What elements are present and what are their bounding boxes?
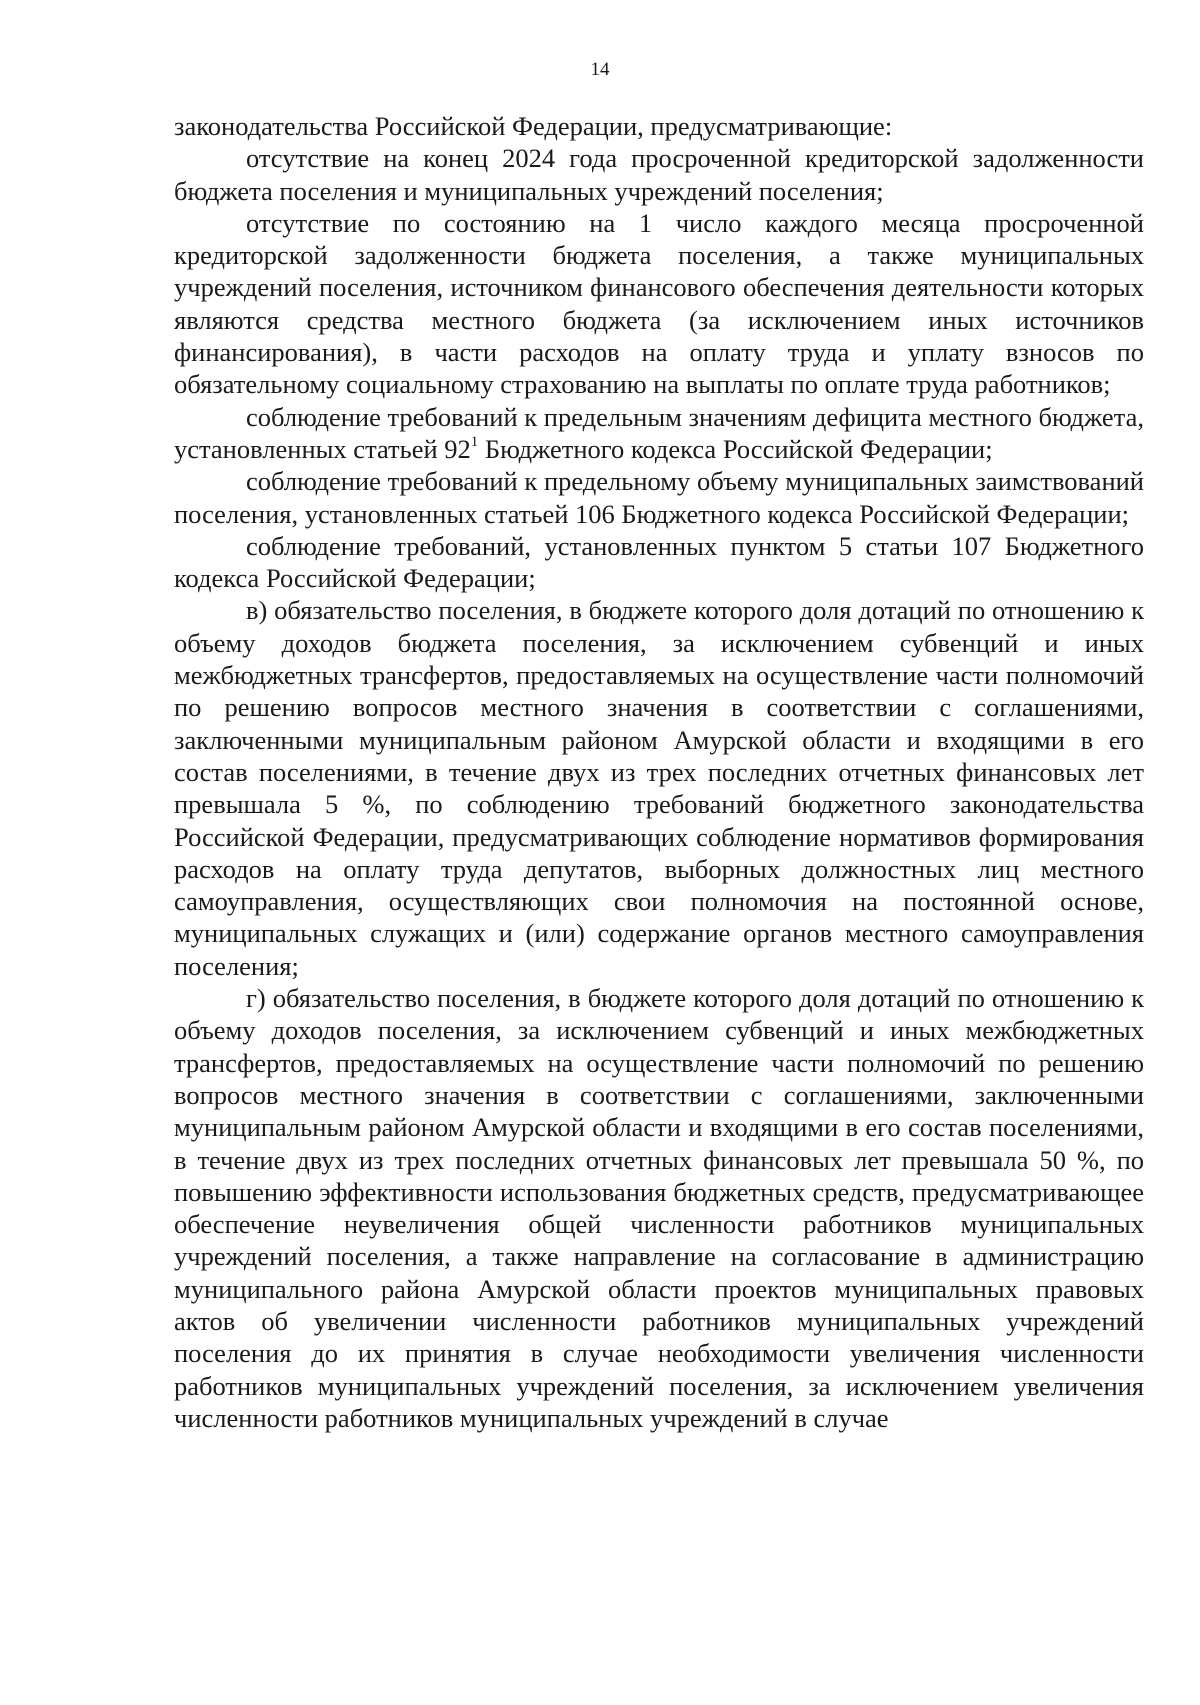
paragraph-deficit-limits xyxy=(174,401,1144,466)
paragraph-item-v: в) обязательство поселения, в бюджете которого доля дотаций по отношению к объему доходов бюджета поселения, за исключением субвенций и иных межбюджетных трансфертов, предоставляемых на осуществление части полномочий по решению вопросов местного значения в соответствии с соглашениями, заключенными муниципальным районом Амурской области и входящими в его состав поселениями, в течение двух из трех последних отчетных финансовых лет превышала 5 %, по соблюдению требований бюджетного законодательства Российской Федерации, предусматривающих соблюдение нормативов формирования расходов на оплату труда депутатов, выборных должностных лиц местного самоуправления, осуществляющих свои полномочия на постоянной основе, муниципальных служащих и (или) содержание органов местного самоуправления поселения; xyxy=(174,595,1144,981)
article-superscript: 1 xyxy=(470,433,479,450)
page-number: 14 xyxy=(590,59,610,80)
paragraph-continuation: законодательства Российской Федерации, предусматривающие: xyxy=(174,111,893,141)
paragraph-no-overdue-debt-2024: отсутствие на конец 2024 года просроченной кредиторской задолженности бюджета поселения и муниципальных учреждений поселения; xyxy=(174,143,1144,206)
paragraph-no-overdue-debt-monthly: отсутствие по состоянию на 1 число каждого месяца просроченной кредиторской задолженности бюджета поселения, а также муниципальных учреждений поселения, источником финансового обеспечения деятельности которых являются средства местного бюджета (за исключением иных источников финансирования), в части расходов на оплату труда и уплату взносов по обязательному социальному страхованию на выплаты по оплате труда работников; xyxy=(174,207,1144,400)
paragraph-item-g: г) обязательство поселения, в бюджете которого доля дотаций по отношению к объему доходов поселения, за исключением субвенций и иных межбюджетных трансфертов, предоставляемых на осуществление части полномочий по решению вопросов местного значения в соответствии с соглашениями, заключенными муниципальным районом Амурской области и входящими в его состав поселениями, в течение двух из трех последних отчетных финансовых лет превышала 50 %, по повышению эффективности использования бюджетных средств, предусматривающее обеспечение неувеличения общей численности работников муниципальных учреждений поселения, а также направление на согласование в администрацию муниципального района Амурской области проектов муниципальных правовых актов об увеличении численности работников муниципальных учреждений поселения до их принятия в случае необходимости увеличения численности работников муниципальных учреждений поселения, за исключением увеличения численности работников муниципальных учреждений в случае xyxy=(174,983,1144,1433)
paragraph-deficit-limits-tail: Бюджетного кодекса Российской Федерации; xyxy=(478,433,993,464)
paragraph-article-107: соблюдение требований, установленных пунктом 5 статьи 107 Бюджетного кодекса Российской Федерации; xyxy=(174,530,1144,594)
paragraph-borrowing-limits: соблюдение требований к предельному объему муниципальных заимствований поселения, установленных статьей 106 Бюджетного кодекса Российской Федерации; xyxy=(174,466,1144,529)
document-body xyxy=(174,110,1144,1434)
paragraph-deficit-limits-text: соблюдение требований к предельным значениям дефицита местного бюджета, установленных статьей 92 xyxy=(174,401,1144,464)
